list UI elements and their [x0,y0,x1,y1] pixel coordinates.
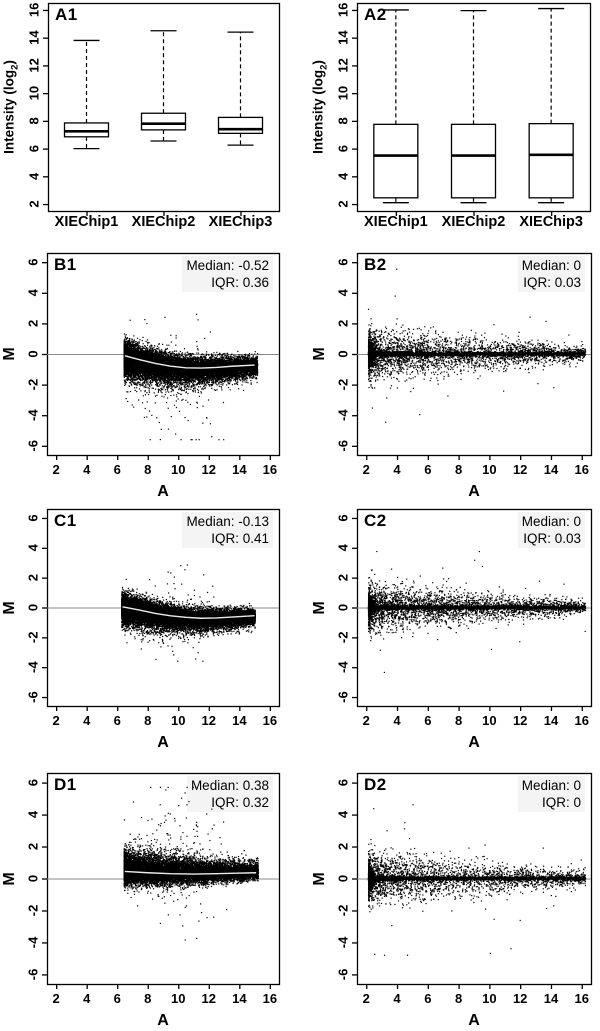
panel-a2-ylabel [311,60,330,154]
median-value: Median: -0.52 [186,258,269,273]
category-label-xiechip1: XIEChip1 [364,214,428,230]
panel-d2-xlabel: A [468,1012,480,1029]
iqr-value: IQR: 0.36 [211,275,269,290]
iqr-value: IQR: 0.03 [523,275,581,290]
panel-b1-label: B1 [54,255,77,274]
iqr-value: IQR: 0.03 [523,531,581,546]
panel-b2-ylabel: M [311,347,328,361]
panel-d1-stats [187,776,273,812]
median-value: Median: 0 [521,778,581,793]
panel-c2-ylabel: M [311,600,328,615]
ylabel-text: ) [310,60,326,65]
panel-d2-label: D2 [364,775,387,794]
panel-a2-label: A2 [364,5,387,24]
ylabel-subscript: 2 [9,64,21,70]
ylabel-text: Intensity (log [310,69,326,154]
median-value: Median: -0.13 [186,514,269,529]
category-label-xiechip2: XIEChip2 [131,214,196,230]
panel-d1-ylabel: M [1,871,18,886]
category-label-xiechip3: XIEChip3 [519,214,583,230]
category-label-xiechip2: XIEChip2 [441,214,506,230]
ylabel-subscript: 2 [318,64,330,70]
ylabel-text: ) [1,60,17,65]
panel-d2-stats [518,776,585,812]
panel-d2-ylabel: M [311,871,328,886]
iqr-value: IQR: 0.41 [211,531,269,546]
panel-b2-stats [518,256,585,292]
iqr-value: IQR: 0.32 [211,795,269,810]
panel-d1-label: D1 [54,775,77,794]
panel-d1-xlabel: A [157,1012,169,1029]
panel-c2-label: C2 [364,511,387,530]
panel-b2-label: B2 [364,255,387,274]
panel-b1-stats [182,256,273,292]
panel-b1-ylabel: M [1,347,18,361]
panel-c2-xlabel: A [468,734,480,751]
median-value: Median: 0.38 [190,778,269,793]
panel-c2-stats [518,512,585,548]
median-value: Median: 0 [521,514,581,529]
panel-b2-xlabel: A [468,483,480,500]
panel-c1-xlabel: A [157,734,169,751]
panel-a1-label: A1 [55,5,78,24]
panel-c1-label: C1 [54,511,77,530]
category-label-xiechip3: XIEChip3 [208,214,273,230]
panel-a1-ylabel [2,60,21,154]
panel-b1-xlabel: A [157,483,169,500]
median-value: Median: 0 [521,258,581,273]
category-label-xiechip1: XIEChip1 [54,214,119,230]
panel-c1-ylabel: M [1,600,18,615]
panel-c1-stats [182,512,273,548]
iqr-value: IQR: 0 [541,795,581,810]
ylabel-text: Intensity (log [1,69,17,154]
